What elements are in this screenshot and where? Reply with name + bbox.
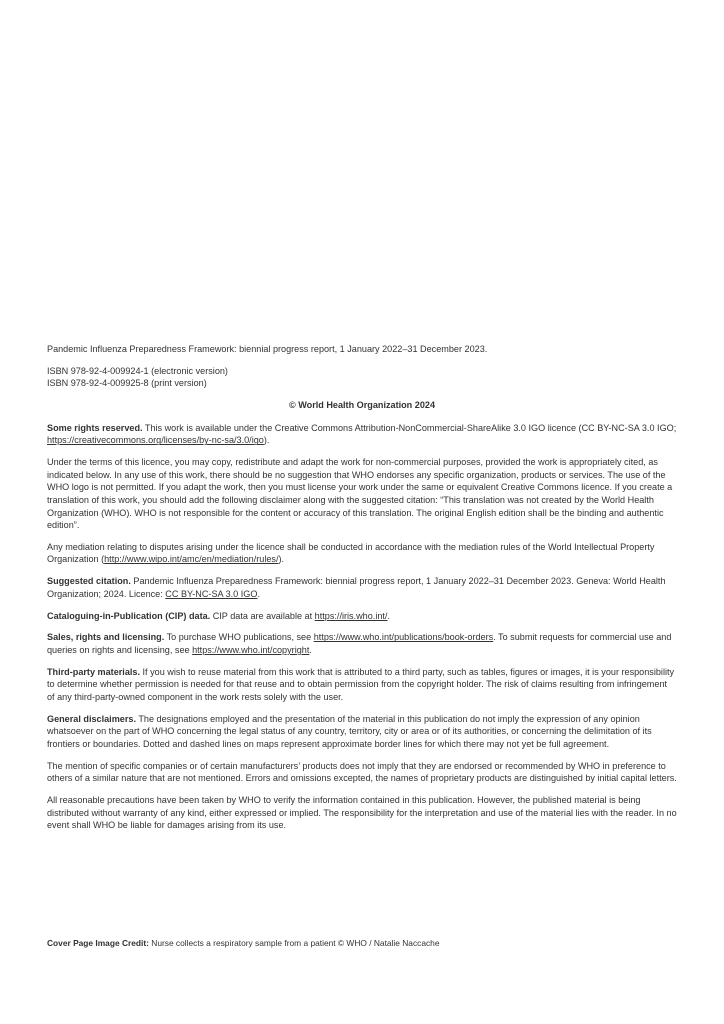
citation-heading: Suggested citation. — [47, 576, 131, 587]
sales-paragraph — [47, 631, 677, 656]
third-party-paragraph — [47, 666, 677, 704]
credit-heading: Cover Page Image Credit: — [47, 938, 149, 948]
book-orders-link[interactable]: https://www.who.int/publications/book-orders — [313, 632, 494, 643]
copyright-link[interactable]: https://www.who.int/copyright — [192, 645, 310, 655]
licence-link[interactable]: CC BY-NC-SA 3.0 IGO — [165, 588, 258, 599]
cip-heading: Cataloguing-in-Publication (CIP) data. — [47, 610, 211, 621]
cip-end: . — [387, 610, 390, 621]
iris-link[interactable]: https://iris.who.int/ — [314, 610, 388, 621]
sales-text-2: . To submit requests for commercial use and queries on rights and licensing, see — [47, 632, 672, 655]
disclaimers-text: The designations employed and the presentation of the material in this publication do not imply the expression of any opinion whatsoever on the part of WHO concerning the legal status of any country, territory, city or area or of its authorities, or concerning the delimitation of its frontiers or boundaries. Dotted and dashed lines on maps represent approximate border lines for which there may not yet be full agreement. — [47, 713, 652, 749]
rights-paragraph — [47, 422, 677, 447]
citation-text: Pandemic Influenza Preparedness Framework: biennial progress report, 1 January 2022–31 December 2023. Geneva: World Health Organization; 2024. Licence: — [47, 576, 666, 599]
rights-end: ). — [263, 435, 270, 446]
isbn-print: ISBN 978-92-4-009925-8 (print version) — [47, 378, 207, 389]
rights-text: This work is available under the Creative Commons Attribution-NonCommercial-ShareAlike 3.0 IGO licence (CC BY-NC-SA 3.0 IGO; — [142, 422, 677, 433]
disclaimers-paragraph — [47, 713, 677, 751]
sales-text: To purchase WHO publications, see — [164, 632, 314, 643]
isbn-block — [47, 365, 677, 390]
copyright-notice: © World Health Organization 2024 — [289, 400, 435, 411]
creative-commons-link[interactable]: https://creativecommons.org/licenses/by-nc-sa/3.0/igo — [47, 435, 264, 446]
credit-text: Nurse collects a respiratory sample from a patient © WHO / Natalie Naccache — [148, 938, 440, 948]
citation-paragraph — [47, 575, 677, 600]
mediation-text: Any mediation relating to disputes arising under the licence shall be conducted in accordance with the mediation rules of the World Intellectual Property Organization ( — [47, 541, 655, 565]
third-party-text: If you wish to reuse material from this work that is attributed to a third party, such as tables, figures or images, it is your responsibility to determine whether permission is needed for that reuse and to obtain permission from the copyright holder. The risk of claims resulting from infringement of any third-party-owned component in the work rests solely with the user. — [47, 666, 675, 702]
isbn-electronic: ISBN 978-92-4-009924-1 (electronic version) — [47, 365, 228, 376]
sales-end: . — [309, 645, 312, 655]
copyright-page — [47, 343, 677, 841]
licence-terms-paragraph: Under the terms of this licence, you may copy, redistribute and adapt the work for non-commercial purposes, provided the work is appropriately cited, as indicated below. In any use of this work, there should be no suggestion that WHO endorses any specific organization, products or services. The use of the WHO logo is not permitted. If you adapt the work, then you must license your work under the same or equivalent Creative Commons licence. If you create a translation of this work, you should add the following disclaimer along with the suggested citation: “This translation was not created by the World Health Organization (WHO). WHO is not responsible for the content or accuracy of this translation. The original English edition shall be the binding and authentic edition”. — [47, 457, 673, 531]
sales-heading: Sales, rights and licensing. — [47, 632, 165, 643]
third-party-heading: Third-party materials. — [47, 666, 140, 677]
cip-text: CIP data are available at — [210, 610, 315, 621]
mediation-paragraph — [47, 541, 677, 566]
precautions-paragraph: All reasonable precautions have been taken by WHO to verify the information contained in this publication. However, the published material is being distributed without warranty of any kind, either expressed or implied. The responsibility for the interpretation and use of the material lies with the reader. In no event shall WHO be liable for damages arising from its use. — [47, 795, 677, 831]
citation-end: . — [257, 588, 260, 599]
report-title-line: Pandemic Influenza Preparedness Framework: biennial progress report, 1 January 2022–31 December 2023. — [47, 344, 488, 354]
mediation-end: ). — [278, 554, 285, 565]
rights-heading: Some rights reserved. — [47, 422, 143, 433]
disclaimers-heading: General disclaimers. — [47, 713, 136, 724]
cip-paragraph — [47, 610, 677, 623]
cover-image-credit — [47, 937, 677, 949]
companies-paragraph: The mention of specific companies or of certain manufacturers’ products does not imply that they are endorsed or recommended by WHO in preference to others of a similar nature that are not mentioned. Errors and omissions excepted, the names of proprietary products are distinguished by initial capital letters. — [47, 760, 677, 784]
wipo-mediation-link[interactable]: http://www.wipo.int/amc/en/mediation/rules/ — [104, 554, 279, 565]
